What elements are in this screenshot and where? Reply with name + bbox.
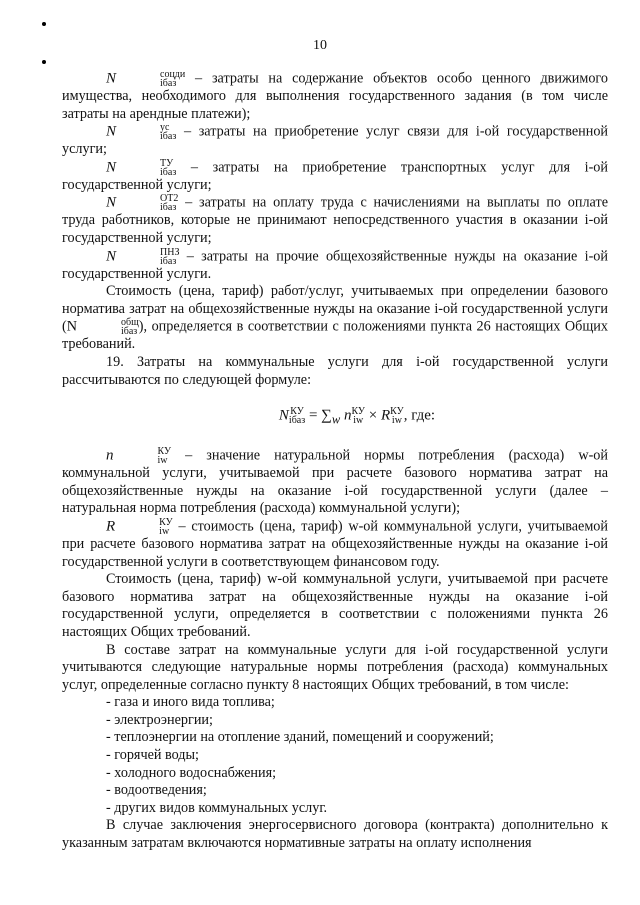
definition-item	[62, 159, 608, 195]
definition-item	[62, 70, 608, 123]
list-item: - других видов коммунальных услуг.	[106, 799, 328, 816]
paragraph-19: 19. Затраты на коммунальные услуги для i-ой государственной услуги рассчитываются по следующей формуле:	[62, 353, 608, 388]
utility-list	[62, 694, 608, 817]
sup-sub: ТУ iбаз	[160, 157, 177, 178]
list-item: - водоотведения;	[106, 782, 207, 799]
page-number: 10	[313, 38, 327, 53]
document-body	[62, 70, 608, 853]
list-item: - холодного водоснабжения;	[106, 764, 277, 781]
definition-text: – затраты на приобретение транспортных услуг для i-ой государственной услуги;	[62, 159, 608, 193]
symbol: N	[106, 70, 117, 87]
paragraph-last: В случае заключения энергосервисного договора (контракта) дополнительно к указанным затратам включаются нормативные затраты на оплату исполнения	[62, 817, 608, 852]
symbol: N	[106, 194, 117, 211]
sup-sub: общ iбаз	[120, 317, 139, 338]
list-item: - горячей воды;	[106, 747, 200, 764]
definition-item	[62, 123, 608, 159]
scan-dot	[42, 60, 46, 64]
scan-dot	[42, 22, 46, 26]
definition-text: – затраты на прочие общехозяйственные нужды на оказание i-ой государственной услуги.	[62, 247, 608, 282]
definition-text: – затраты на приобретение услуг связи для i-ой государственной услуги;	[62, 123, 608, 158]
sup-sub: соцди iбаз	[160, 69, 186, 89]
sup-sub: ПНЗ iбаз	[160, 246, 180, 267]
list-item: - газа и иного вида топлива;	[106, 694, 275, 711]
paragraph-cost-2: Стоимость (цена, тариф) w-ой коммунальной услуги, учитываемой при расчете базового норматива затрат на общехозяйственные нужды на оказание i-ой государственной услуги, определяется в соответствии с положениями пункта 26 настоящих Общих требований.	[62, 571, 608, 640]
definition-item	[62, 248, 608, 284]
definition-n: n КУ iw – значение натуральной нормы потребления (расхода) w-ой коммунальной услуги, учитываемой при расчете базового норматива затрат на общехозяйственные нужды на оказание i-ой государственной услуги (далее – натуральная норма потребления (расхода) коммунальной услуги);	[62, 446, 608, 517]
list-item: - теплоэнергии на отопление зданий, помещений и сооружений;	[106, 729, 494, 746]
formula: N КУ iбаз = $\sum_w$ n КУ iw × R КУ iw , где:	[278, 406, 436, 427]
definition-item	[62, 194, 608, 247]
sup-sub: ус iбаз	[160, 122, 177, 143]
symbol: N	[106, 159, 117, 176]
symbol: N	[106, 247, 117, 264]
paragraph-cost: Стоимость (цена, тариф) работ/услуг, учитываемых при определении базового норматива затрат на общехозяйственные нужды на оказание i-ой государственной услуги (N общ iбаз ), определяется в соответствии с положениями пункта 26 настоящих Общих требований.	[62, 283, 608, 353]
list-item: - электроэнергии;	[106, 711, 213, 728]
definition-r: R КУ iw – стоимость (цена, тариф) w-ой коммунальной услуги, учитываемой при расчете базового норматива затрат на общехозяйственные нужды на оказание i-ой государственной услуги в соответствующем финансовом году.	[62, 516, 608, 570]
symbol: N	[106, 123, 117, 140]
sup-sub: ОТ2 iбаз	[160, 193, 179, 214]
definition-text: – затраты на оплату труда с начислениями на выплаты по оплате труда работников, которые не принимают непосредственного участия в оказании i-ой государственной услуги;	[62, 194, 608, 246]
paragraph-list-intro: В составе затрат на коммунальные услуги для i-ой государственной услуги учитываются следующие натуральные нормы потребления (расхода) коммунальных услуг, определенные согласно пункту 8 настоящих Общих требований, в том числе:	[62, 641, 608, 693]
definition-text: – затраты на содержание объектов особо ценного движимого имущества, необходимого для выполнения государственного задания (в том числе затраты на арендные платежи);	[62, 70, 608, 122]
